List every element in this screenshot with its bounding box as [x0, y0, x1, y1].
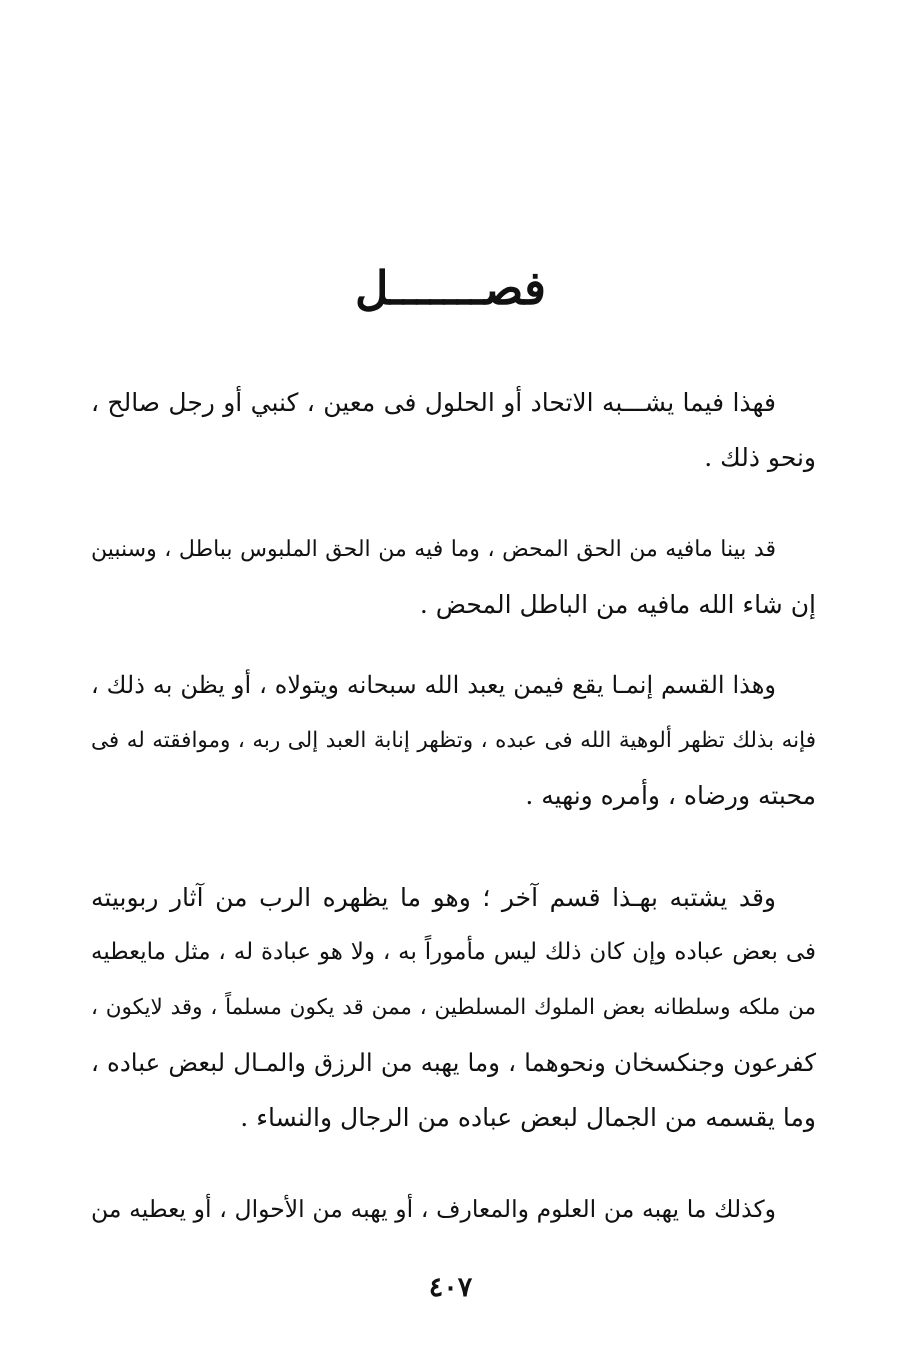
paragraph-line: فإنه بذلك تظهر ألوهية الله فى عبده ، وتظهر إنابة العبد إلى ربه ، وموافقته له فى: [91, 728, 816, 753]
paragraph-line: ونحو ذلك .: [704, 443, 816, 472]
paragraph-line: وكذلك ما يهبه من العلوم والمعارف ، أو يهبه من الأحوال ، أو يعطيه من: [91, 1195, 776, 1223]
paragraph-line: قد بينا مافيه من الحق المحض ، وما فيه من الحق الملبوس بباطل ، وسنبين: [91, 537, 776, 562]
paragraph-1: [91, 375, 816, 485]
paragraph-5: [91, 1182, 816, 1237]
paragraph-line: من ملكه وسلطانه بعض الملوك المسلطين ، ممن قد يكون مسلماً ، وقد لايكون ،: [91, 995, 816, 1020]
paragraph-line: فى بعض عباده وإن كان ذلك ليس مأموراً به ، ولا هو عبادة له ، مثل مايعطيه: [91, 939, 816, 965]
paragraph-4: [91, 870, 816, 1145]
paragraph-line: وما يقسمه من الجمال لبعض عباده من الرجال والنساء .: [240, 1103, 816, 1132]
paragraph-line: وهذا القسم إنمـا يقع فيمن يعبد الله سبحانه ويتولاه ، أو يظن به ذلك ،: [91, 671, 776, 699]
page-number: ٤٠٧: [428, 1272, 473, 1303]
paragraph-line: كفرعون وجنكسخان ونحوهما ، وما يهبه من الرزق والمـال لبعض عباده ،: [91, 1048, 816, 1077]
paragraph-2: [91, 522, 816, 632]
paragraph-line: فهذا فيما يشـــبه الاتحاد أو الحلول فى معين ، كنبي أو رجل صالح ،: [91, 388, 776, 417]
paragraph-line: محبته ورضاه ، وأمره ونهيه .: [525, 781, 816, 810]
paragraph-3: [91, 658, 816, 823]
section-heading: فصـــــــل: [354, 261, 547, 315]
paragraph-line: إن شاء الله مافيه من الباطل المحض .: [419, 590, 816, 619]
paragraph-line: وقد يشتبه بهـذا قسم آخر ؛ وهو ما يظهره الرب من آثار ربوبيته: [91, 883, 776, 912]
